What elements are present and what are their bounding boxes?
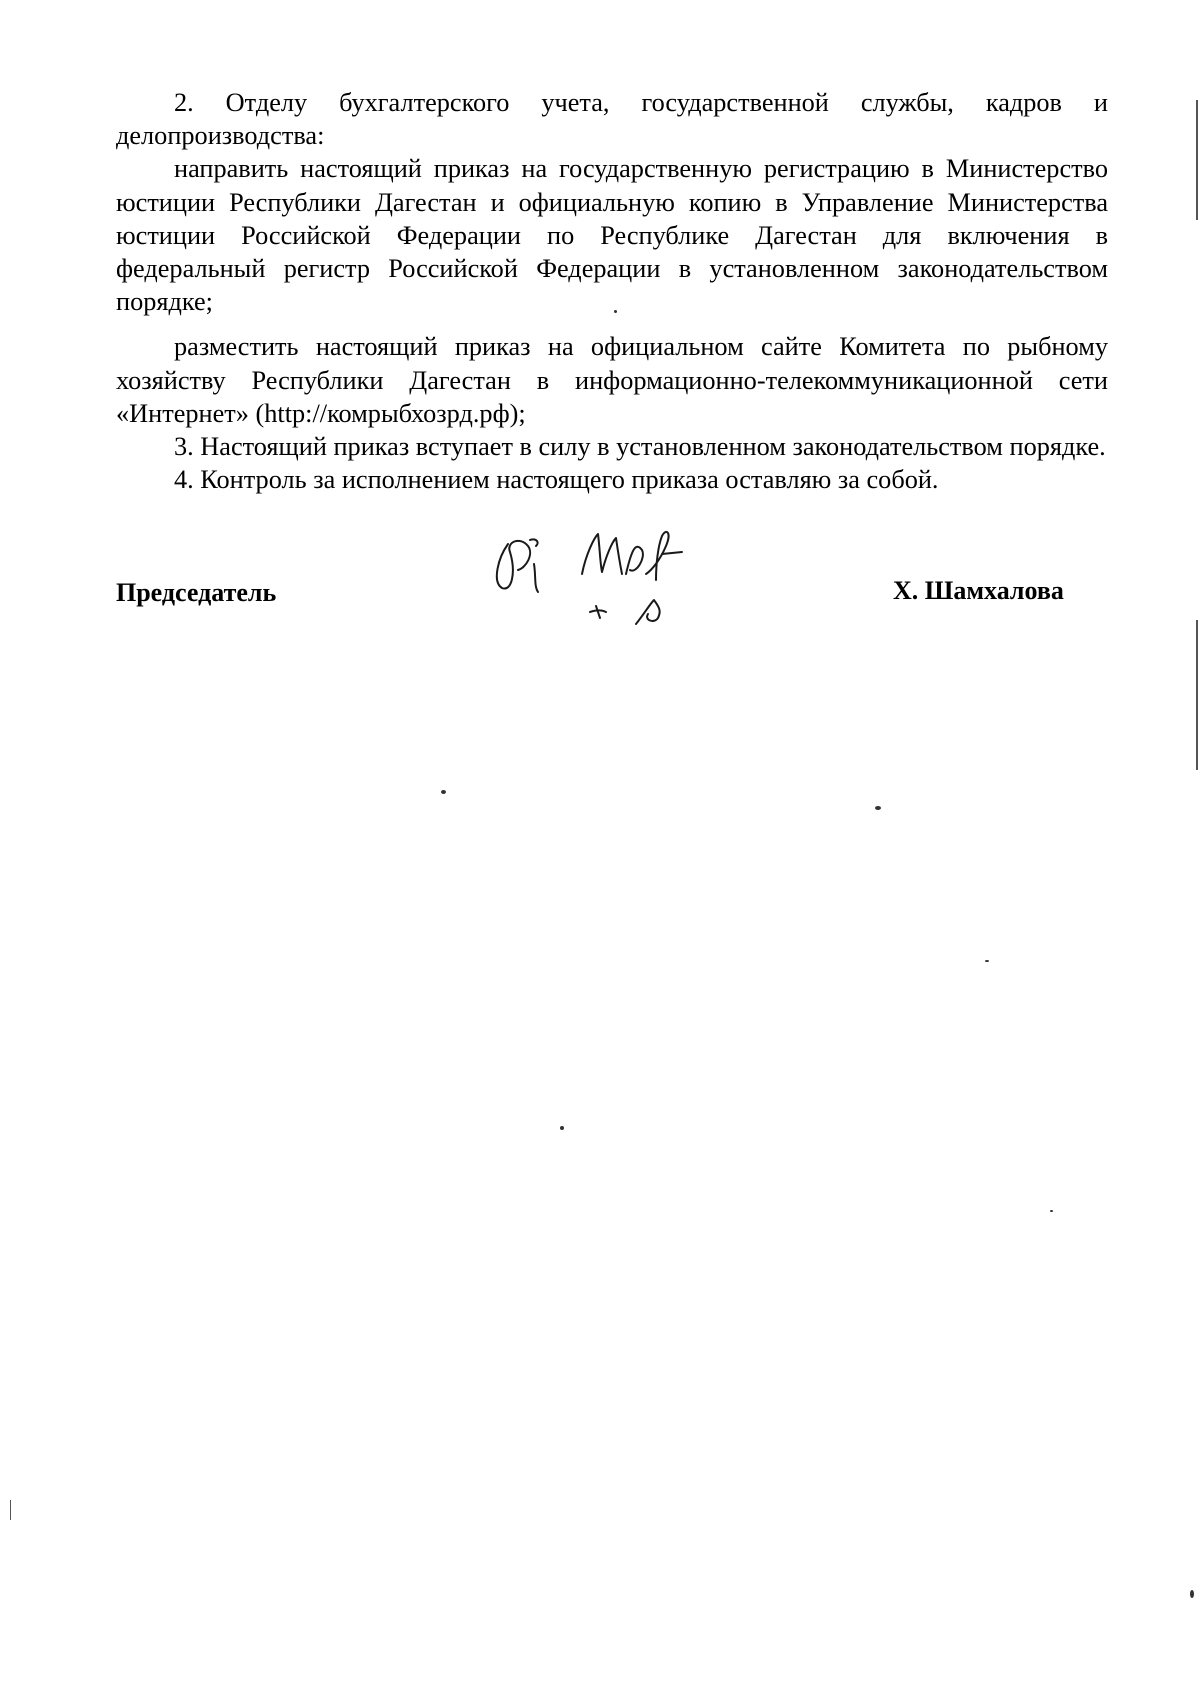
paragraph-publish-website: разместить настоящий приказ на официальном сайте Комитета по рыбному хозяйству Республики Дагестан в информационно-телекоммуникационной сети «Интернет» (http://комрыбхозрд.рф); bbox=[116, 332, 1108, 428]
paragraph-send-registration: направить настоящий приказ на государственную регистрацию в Министерство юстиции Республики Дагестан и официальную копию в Управление Министерства юстиции Российской Федерации по Республике Дагестан для включения в федеральный регистр Российской Федерации в установленном законодательством порядке; bbox=[116, 154, 1108, 317]
handwritten-signature bbox=[486, 524, 736, 634]
scan-speck bbox=[1190, 1590, 1194, 1598]
document-body bbox=[116, 86, 1108, 496]
paragraph-item-3: 3. Настоящий приказ вступает в силу в установленном законодательством порядке. bbox=[174, 432, 1106, 462]
scan-speck bbox=[985, 960, 989, 962]
scan-edge-mark bbox=[10, 1500, 11, 1520]
scan-speck bbox=[875, 806, 881, 810]
paragraph-item-4: 4. Контроль за исполнением настоящего приказа оставляю за собой. bbox=[174, 465, 939, 495]
scan-edge-mark bbox=[1196, 100, 1198, 220]
scan-speck bbox=[560, 1126, 564, 1130]
scan-speck bbox=[1050, 1210, 1053, 1212]
scan-speck bbox=[614, 310, 617, 313]
scan-edge-mark bbox=[1196, 620, 1198, 770]
signatory-title: Председатель bbox=[116, 578, 277, 607]
paragraph-item-2: 2. Отделу бухгалтерского учета, государственной службы, кадров и делопроизводства: bbox=[116, 88, 1108, 151]
scan-speck bbox=[441, 790, 446, 794]
signatory-name: Х. Шамхалова bbox=[893, 576, 1064, 605]
